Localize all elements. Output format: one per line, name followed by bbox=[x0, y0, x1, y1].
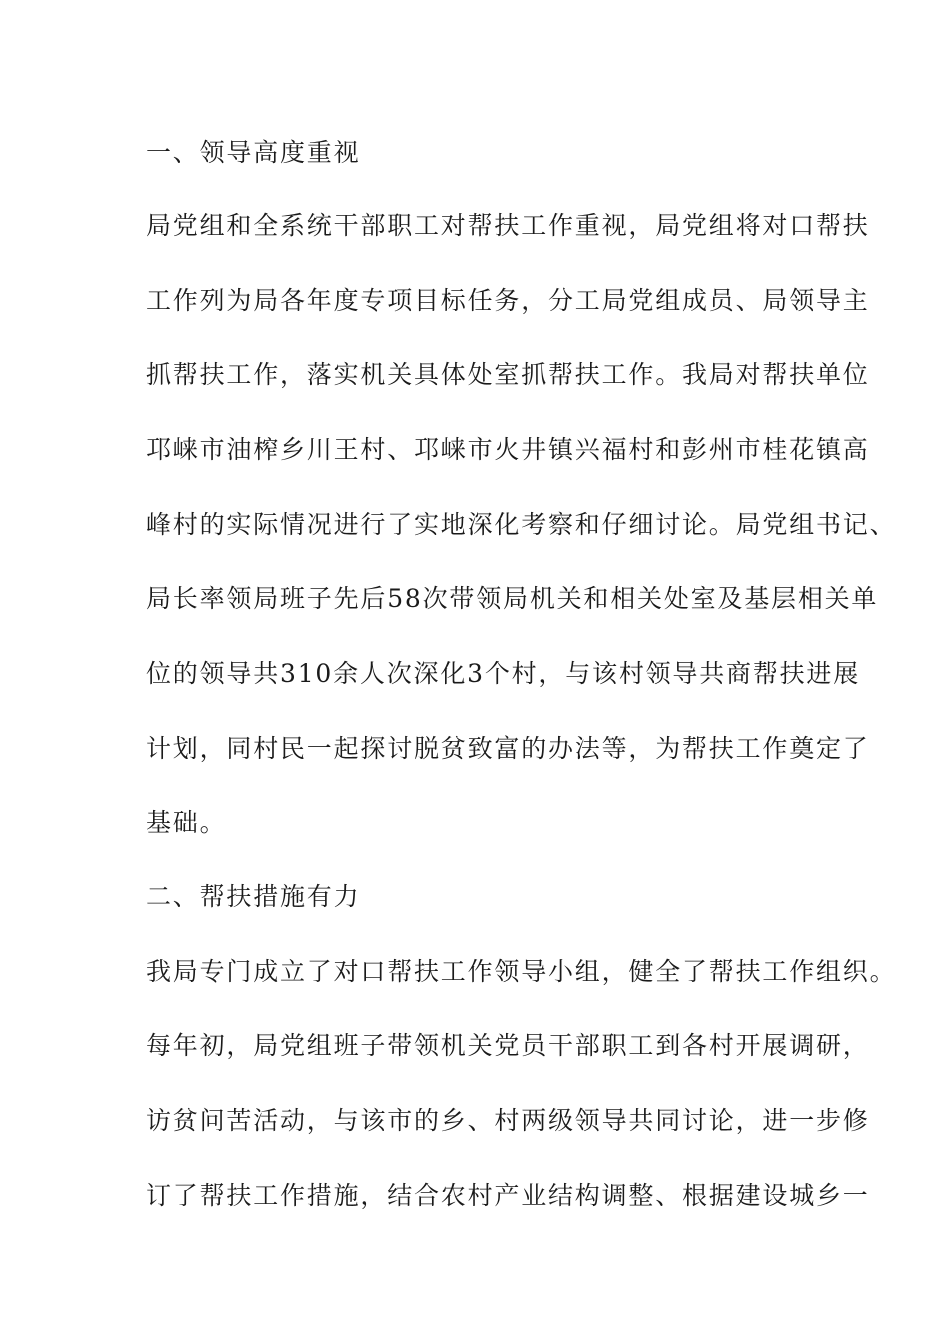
paragraph-line: 计划，同村民一起探讨脱贫致富的办法等，为帮扶工作奠定了 bbox=[146, 734, 870, 763]
section-heading-2: 二、帮扶措施有力 bbox=[146, 882, 361, 911]
section-heading-1: 一、领导高度重视 bbox=[146, 138, 361, 167]
paragraph-line: 抓帮扶工作，落实机关具体处室抓帮扶工作。我局对帮扶单位 bbox=[146, 360, 870, 389]
paragraph-line: 基础。 bbox=[146, 808, 227, 837]
paragraph-line: 位的领导共310余人次深化3个村，与该村领导共商帮扶进展 bbox=[146, 659, 861, 688]
paragraph-line: 订了帮扶工作措施，结合农村产业结构调整、根据建设城乡一 bbox=[146, 1181, 870, 1210]
paragraph-line: 峰村的实际情况进行了实地深化考察和仔细讨论。局党组书记、 bbox=[146, 510, 897, 539]
paragraph-line: 工作列为局各年度专项目标任务，分工局党组成员、局领导主 bbox=[146, 286, 870, 315]
paragraph-line: 每年初，局党组班子带领机关党员干部职工到各村开展调研， bbox=[146, 1031, 870, 1060]
paragraph-line: 局党组和全系统干部职工对帮扶工作重视，局党组将对口帮扶 bbox=[146, 211, 870, 240]
paragraph-line: 我局专门成立了对口帮扶工作领导小组，健全了帮扶工作组织。 bbox=[146, 957, 897, 986]
paragraph-line: 邛崃市油榨乡川王村、邛崃市火井镇兴福村和彭州市桂花镇高 bbox=[146, 435, 870, 464]
paragraph-line: 访贫问苦活动，与该市的乡、村两级领导共同讨论，进一步修 bbox=[146, 1106, 870, 1135]
paragraph-line: 局长率领局班子先后58次带领局机关和相关处室及基层相关单 bbox=[146, 584, 879, 613]
